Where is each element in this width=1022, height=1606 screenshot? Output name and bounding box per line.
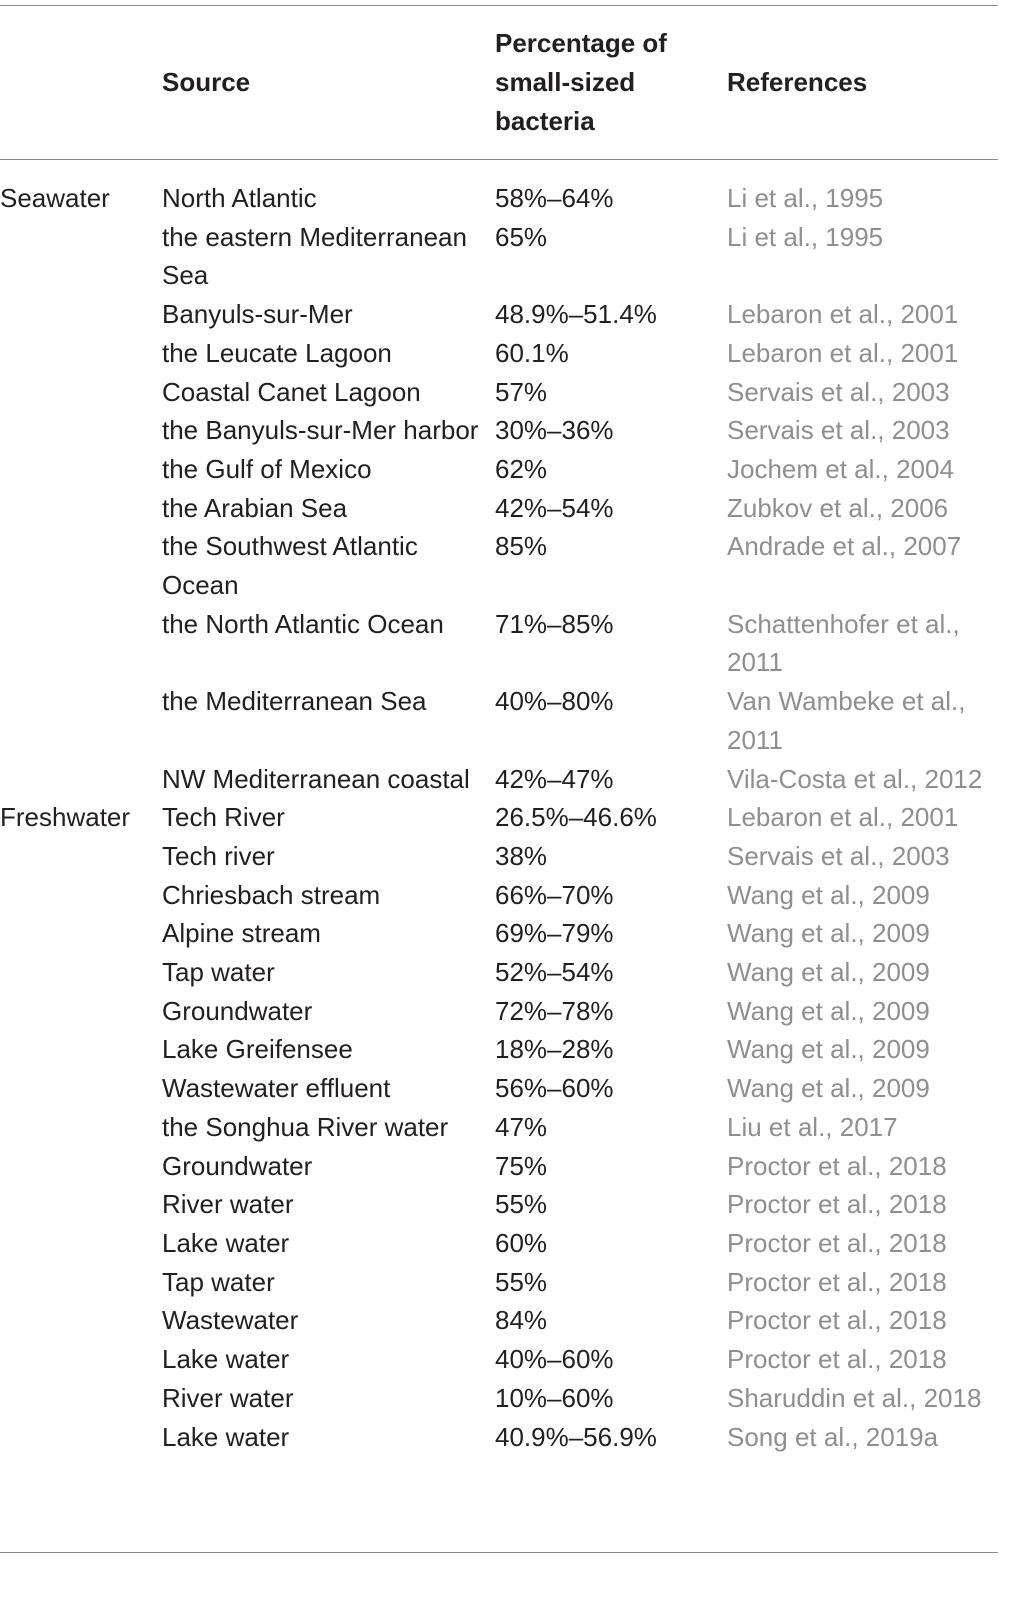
- table-body: [0, 179, 998, 1456]
- group-cell: [0, 450, 162, 489]
- group-cell: [0, 1301, 162, 1340]
- source-cell: the Arabian Sea: [162, 492, 348, 523]
- table-row: [0, 1108, 998, 1147]
- header-rule: [0, 159, 998, 160]
- source-cell: Chriesbach stream: [162, 879, 381, 910]
- source-cell: the Southwest Atlantic Ocean: [162, 531, 418, 601]
- percentage-cell: 60.1%: [495, 337, 569, 368]
- top-rule: [0, 5, 998, 6]
- source-cell: Coastal Canet Lagoon: [162, 376, 421, 407]
- group-cell: [0, 411, 162, 450]
- group-cell: [0, 373, 162, 412]
- reference-cell: Li et al., 1995: [727, 183, 884, 213]
- group-cell: [0, 527, 162, 604]
- percentage-cell: 65%: [495, 221, 548, 252]
- percentage-cell: 58%–64%: [495, 183, 614, 213]
- reference-cell: Liu et al., 2017: [727, 1111, 898, 1142]
- table-row: [0, 1301, 998, 1340]
- reference-cell: Lebaron et al., 2001: [727, 299, 959, 330]
- reference-cell: Wang et al., 2009: [727, 1073, 930, 1104]
- percentage-cell: 38%: [495, 840, 548, 871]
- group-cell: [0, 1263, 162, 1302]
- percentage-cell: 75%: [495, 1150, 548, 1181]
- reference-cell: Song et al., 2019a: [727, 1421, 939, 1452]
- source-cell: Lake water: [162, 1344, 290, 1375]
- table-row: [0, 295, 998, 334]
- table-row: [0, 334, 998, 373]
- group-cell: [0, 914, 162, 953]
- group-cell: [0, 760, 162, 799]
- group-cell: [0, 1185, 162, 1224]
- source-cell: Lake water: [162, 1421, 290, 1452]
- percentage-cell: 62%: [495, 453, 548, 484]
- source-cell: Lake Greifensee: [162, 1034, 353, 1065]
- percentage-cell: 72%–78%: [495, 995, 614, 1026]
- source-cell: Tap water: [162, 957, 275, 988]
- reference-cell: Schattenhofer et al., 2011: [727, 608, 960, 678]
- group-cell: [0, 992, 162, 1031]
- table-row: [0, 837, 998, 876]
- percentage-cell: 66%–70%: [495, 879, 614, 910]
- table-row: [0, 1340, 998, 1379]
- source-cell: Groundwater: [162, 1150, 313, 1181]
- group-cell: [0, 837, 162, 876]
- percentage-cell: 55%: [495, 1189, 548, 1220]
- percentage-cell: 84%: [495, 1305, 548, 1336]
- group-cell: [0, 682, 162, 759]
- table-row: [0, 953, 998, 992]
- reference-cell: Proctor et al., 2018: [727, 1305, 947, 1336]
- header-source: Source: [162, 67, 251, 97]
- group-cell: [0, 1379, 162, 1418]
- group-cell: [0, 218, 162, 295]
- table-row: [0, 1418, 998, 1457]
- percentage-cell: 56%–60%: [495, 1073, 614, 1104]
- source-cell: the eastern Mediterranean Sea: [162, 221, 467, 291]
- table-row: [0, 605, 998, 682]
- group-cell: [0, 295, 162, 334]
- group-cell: [0, 953, 162, 992]
- source-cell: River water: [162, 1189, 294, 1220]
- percentage-cell: 47%: [495, 1111, 548, 1142]
- table-row: [0, 373, 998, 412]
- source-cell: the Leucate Lagoon: [162, 337, 392, 368]
- source-cell: the Banyuls-sur-Mer harbor: [162, 415, 479, 446]
- source-cell: Tap water: [162, 1266, 275, 1297]
- group-cell: [0, 1418, 162, 1457]
- table-row: [0, 798, 998, 837]
- source-cell: Alpine stream: [162, 918, 321, 949]
- table-header: [0, 24, 998, 144]
- table-row: [0, 1069, 998, 1108]
- source-cell: Groundwater: [162, 995, 313, 1026]
- reference-cell: Andrade et al., 2007: [727, 531, 962, 562]
- reference-cell: Proctor et al., 2018: [727, 1344, 947, 1375]
- source-cell: the Songhua River water: [162, 1111, 449, 1142]
- reference-cell: Proctor et al., 2018: [727, 1150, 947, 1181]
- reference-cell: Servais et al., 2003: [727, 376, 950, 407]
- source-cell: Wastewater effluent: [162, 1073, 391, 1104]
- source-cell: the Mediterranean Sea: [162, 686, 427, 717]
- group-cell: [0, 1340, 162, 1379]
- reference-cell: Van Wambeke et al., 2011: [727, 686, 966, 755]
- percentage-cell: 42%–47%: [495, 763, 614, 794]
- percentage-cell: 30%–36%: [495, 415, 614, 446]
- percentage-cell: 57%: [495, 376, 548, 407]
- reference-cell: Wang et al., 2009: [727, 995, 930, 1026]
- source-cell: Banyuls-sur-Mer: [162, 299, 353, 330]
- header-percentage-line1: Percentage of: [495, 28, 667, 58]
- table-row: [0, 179, 998, 218]
- source-cell: Wastewater: [162, 1305, 299, 1336]
- reference-cell: Zubkov et al., 2006: [727, 492, 949, 523]
- source-cell: the North Atlantic Ocean: [162, 608, 444, 639]
- table-row: [0, 489, 998, 528]
- table-row: [0, 450, 998, 489]
- reference-cell: Wang et al., 2009: [727, 918, 930, 949]
- group-cell: [0, 1224, 162, 1263]
- source-cell: Tech River: [162, 802, 285, 833]
- reference-cell: Wang et al., 2009: [727, 879, 930, 910]
- table-row: [0, 1147, 998, 1186]
- group-cell: Seawater: [0, 183, 110, 213]
- table-row: [0, 1030, 998, 1069]
- reference-cell: Lebaron et al., 2001: [727, 337, 959, 368]
- percentage-cell: 71%–85%: [495, 608, 614, 639]
- reference-cell: Lebaron et al., 2001: [727, 802, 959, 833]
- table-row: [0, 760, 998, 799]
- header-percentage: [495, 24, 725, 141]
- table-row: [0, 1224, 998, 1263]
- percentage-cell: 69%–79%: [495, 918, 614, 949]
- percentage-cell: 18%–28%: [495, 1034, 614, 1065]
- table-row: [0, 218, 998, 295]
- table-row: [0, 1263, 998, 1302]
- group-cell: [0, 1147, 162, 1186]
- table-row: [0, 1379, 998, 1418]
- group-cell: Freshwater: [0, 802, 131, 833]
- percentage-cell: 52%–54%: [495, 957, 614, 988]
- group-cell: [0, 605, 162, 682]
- table-row: [0, 992, 998, 1031]
- percentage-cell: 85%: [495, 531, 548, 562]
- reference-cell: Proctor et al., 2018: [727, 1266, 947, 1297]
- reference-cell: Li et al., 1995: [727, 221, 884, 252]
- group-cell: [0, 1030, 162, 1069]
- percentage-cell: 10%–60%: [495, 1382, 614, 1413]
- percentage-cell: 26.5%–46.6%: [495, 802, 657, 833]
- percentage-cell: 40%–80%: [495, 686, 614, 717]
- data-table: [0, 179, 998, 1456]
- reference-cell: Vila-Costa et al., 2012: [727, 763, 983, 794]
- group-cell: [0, 334, 162, 373]
- group-cell: [0, 876, 162, 915]
- header-percentage-line3: bacteria: [495, 106, 595, 136]
- group-cell: [0, 489, 162, 528]
- percentage-cell: 40.9%–56.9%: [495, 1421, 657, 1452]
- source-cell: North Atlantic: [162, 183, 317, 213]
- reference-cell: Servais et al., 2003: [727, 415, 950, 446]
- reference-cell: Wang et al., 2009: [727, 1034, 930, 1065]
- reference-cell: Wang et al., 2009: [727, 957, 930, 988]
- percentage-cell: 48.9%–51.4%: [495, 299, 657, 330]
- group-cell: [0, 1069, 162, 1108]
- table-row: [0, 1185, 998, 1224]
- source-cell: Lake water: [162, 1227, 290, 1258]
- reference-cell: Jochem et al., 2004: [727, 453, 954, 484]
- bottom-rule: [0, 1552, 998, 1553]
- reference-cell: Sharuddin et al., 2018: [727, 1382, 982, 1413]
- table-row: [0, 411, 998, 450]
- reference-cell: Proctor et al., 2018: [727, 1227, 947, 1258]
- table-row: [0, 876, 998, 915]
- reference-cell: Proctor et al., 2018: [727, 1189, 947, 1220]
- header-references: References: [727, 67, 868, 97]
- reference-cell: Servais et al., 2003: [727, 840, 950, 871]
- source-cell: NW Mediterranean coastal: [162, 763, 470, 794]
- percentage-cell: 40%–60%: [495, 1344, 614, 1375]
- percentage-cell: 42%–54%: [495, 492, 614, 523]
- table-row: [0, 527, 998, 604]
- header-percentage-line2: small-sized: [495, 67, 636, 97]
- source-cell: the Gulf of Mexico: [162, 453, 372, 484]
- percentage-cell: 60%: [495, 1227, 548, 1258]
- table-row: [0, 914, 998, 953]
- percentage-cell: 55%: [495, 1266, 548, 1297]
- table-row: [0, 682, 998, 759]
- group-cell: [0, 1108, 162, 1147]
- source-cell: River water: [162, 1382, 294, 1413]
- source-cell: Tech river: [162, 840, 275, 871]
